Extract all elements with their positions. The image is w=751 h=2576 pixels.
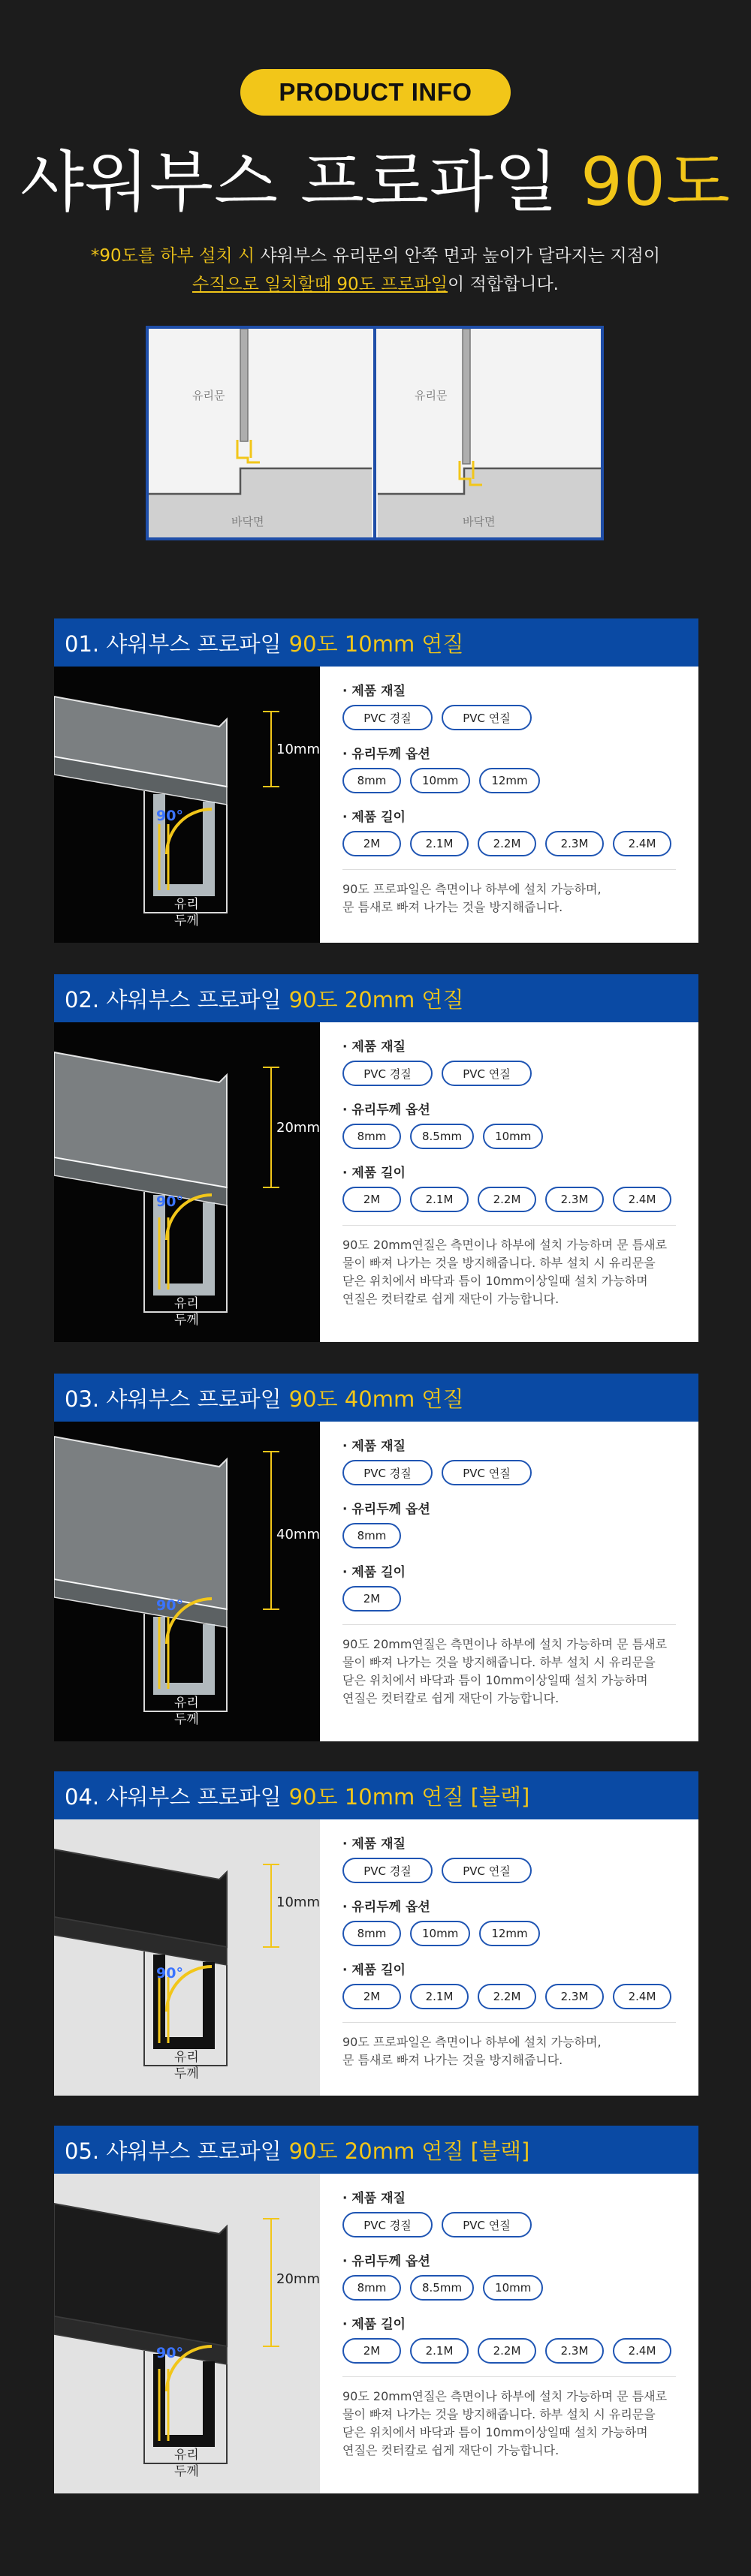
thickness-option[interactable]: 8mm xyxy=(342,768,401,793)
length-option[interactable]: 2M xyxy=(342,1586,401,1612)
thickness-option[interactable]: 12mm xyxy=(479,1921,539,1946)
glass-label-left: 유리문 xyxy=(192,389,225,402)
product-body xyxy=(54,1819,698,2096)
material-options xyxy=(342,1858,676,1883)
product-header xyxy=(54,1374,698,1422)
description-line: 물이 빠져 나가는 것을 방지해줍니다. 하부 설치 시 유리문을 xyxy=(342,2407,656,2421)
product-header-highlight: 90도 10mm 연질 [블랙] xyxy=(288,1783,530,1810)
dimension-label: 20mm xyxy=(276,2271,320,2287)
length-option[interactable]: 2.4M xyxy=(613,831,671,856)
description-line: 닫은 위치에서 바닥과 틈이 10mm이상일때 설치 가능하며 xyxy=(342,1673,648,1687)
profile-illustration xyxy=(54,1022,320,1342)
product-description xyxy=(342,2022,676,2069)
material-option[interactable]: PVC 경질 xyxy=(342,1061,433,1086)
glass-thickness-label xyxy=(174,2447,199,2480)
thickness-label: · 유리두께 옵션 xyxy=(342,747,430,762)
length-label: · 제품 길이 xyxy=(342,810,406,825)
product-specs xyxy=(320,667,698,943)
length-option[interactable]: 2.1M xyxy=(410,1984,469,2009)
length-option[interactable]: 2.1M xyxy=(410,1187,469,1212)
product-header-title: 02. 샤워부스 프로파일 xyxy=(65,986,282,1013)
glass-label-1: 유리 xyxy=(174,2050,199,2065)
length-label: · 제품 길이 xyxy=(342,1166,406,1181)
thickness-option[interactable]: 8mm xyxy=(342,1523,401,1548)
material-option[interactable]: PVC 경질 xyxy=(342,1858,433,1883)
length-label: · 제품 길이 xyxy=(342,2317,406,2332)
glass-label-1: 유리 xyxy=(174,1696,199,1711)
material-option[interactable]: PVC 연질 xyxy=(442,705,532,730)
product-section-1 xyxy=(54,618,698,943)
description-line: 닫은 위치에서 바닥과 틈이 10mm이상일때 설치 가능하며 xyxy=(342,2425,648,2439)
description-line: 90도 프로파일은 측면이나 하부에 설치 가능하며, xyxy=(342,2035,602,2049)
angle-label: 90° xyxy=(156,1193,183,1210)
glass-label-2: 두께 xyxy=(174,913,199,928)
description-line: 연질은 컷터칼로 쉽게 재단이 가능합니다. xyxy=(342,2443,559,2457)
material-option[interactable]: PVC 연질 xyxy=(442,2212,532,2237)
material-options xyxy=(342,705,676,730)
description-line: 연질은 컷터칼로 쉽게 재단이 가능합니다. xyxy=(342,1292,559,1306)
glass-thickness-label xyxy=(174,1296,199,1329)
length-option[interactable]: 2.2M xyxy=(478,2338,536,2364)
material-option[interactable]: PVC 연질 xyxy=(442,1061,532,1086)
product-description xyxy=(342,2376,676,2460)
glass-label-2: 두께 xyxy=(174,2066,199,2081)
angle-label: 90° xyxy=(156,1597,183,1614)
length-option[interactable]: 2.1M xyxy=(410,831,469,856)
length-options xyxy=(342,1586,676,1612)
page-subtitle: *90도를 하부 설치 시 샤워부스 유리문의 안쪽 면과 높이가 달라지는 지점이 수직으로 일치할때 90도 프로파일이 적합합니다. xyxy=(90,246,661,294)
product-description xyxy=(342,869,676,916)
material-options xyxy=(342,2212,676,2237)
thickness-option[interactable]: 10mm xyxy=(410,1921,470,1946)
length-options xyxy=(342,831,676,856)
length-label: · 제품 길이 xyxy=(342,1963,406,1978)
product-section-4 xyxy=(54,1771,698,2096)
product-image xyxy=(54,1422,320,1741)
length-option[interactable]: 2.2M xyxy=(478,831,536,856)
length-option[interactable]: 2.2M xyxy=(478,1187,536,1212)
description-line: 90도 20mm연질은 측면이나 하부에 설치 가능하며 문 틈새로 xyxy=(342,1238,668,1252)
product-specs xyxy=(320,2174,698,2493)
length-option[interactable]: 2.3M xyxy=(545,1187,604,1212)
length-option[interactable]: 2.4M xyxy=(613,2338,671,2364)
material-option[interactable]: PVC 경질 xyxy=(342,705,433,730)
product-header xyxy=(54,618,698,667)
length-option[interactable]: 2.2M xyxy=(478,1984,536,2009)
glass-label-2: 두께 xyxy=(174,1712,199,1727)
product-header-highlight: 90도 10mm 연질 xyxy=(288,630,464,657)
length-option[interactable]: 2M xyxy=(342,1984,401,2009)
product-header xyxy=(54,2126,698,2174)
product-image xyxy=(54,2174,320,2493)
thickness-option[interactable]: 8.5mm xyxy=(410,1124,474,1149)
description-line: 닫은 위치에서 바닥과 틈이 10mm이상일때 설치 가능하며 xyxy=(342,1274,648,1288)
page-title: 샤워부스 프로파일 90도 xyxy=(20,143,731,221)
glass-label-2: 두께 xyxy=(174,2464,199,2479)
product-specs xyxy=(320,1022,698,1342)
length-label: · 제품 길이 xyxy=(342,1565,406,1580)
length-options xyxy=(342,1984,676,2009)
installation-diagram-svg xyxy=(149,329,601,537)
product-header-title: 04. 샤워부스 프로파일 xyxy=(65,1783,282,1810)
product-header xyxy=(54,1771,698,1819)
thickness-options xyxy=(342,1124,676,1149)
description-line: 문 틈새로 빠져 나가는 것을 방지해줍니다. xyxy=(342,900,563,914)
thickness-option[interactable]: 8.5mm xyxy=(410,2275,474,2301)
length-option[interactable]: 2.4M xyxy=(613,1187,671,1212)
thickness-option[interactable]: 8mm xyxy=(342,1921,401,1946)
product-description xyxy=(342,1225,676,1308)
length-option[interactable]: 2.4M xyxy=(613,1984,671,2009)
product-body xyxy=(54,1422,698,1741)
material-label: · 제품 재질 xyxy=(342,1439,406,1454)
product-section-2 xyxy=(54,974,698,1342)
dimension-label: 10mm xyxy=(276,742,320,757)
glass-label-2: 두께 xyxy=(174,1313,199,1328)
product-header-highlight: 90도 40mm 연질 xyxy=(288,1386,464,1412)
product-info-badge: PRODUCT INFO xyxy=(240,69,511,116)
glass-right xyxy=(463,329,470,464)
thickness-label: · 유리두께 옵션 xyxy=(342,1900,430,1915)
product-body xyxy=(54,667,698,943)
glass-thickness-label xyxy=(174,1695,199,1728)
length-options xyxy=(342,2338,676,2364)
glass-left xyxy=(240,329,248,441)
length-option[interactable]: 2M xyxy=(342,831,401,856)
product-body xyxy=(54,1022,698,1342)
glass-label-1: 유리 xyxy=(174,1296,199,1311)
product-specs xyxy=(320,1422,698,1741)
length-option[interactable]: 2M xyxy=(342,1187,401,1212)
glass-thickness-label xyxy=(174,896,199,929)
thickness-option[interactable]: 8mm xyxy=(342,1124,401,1149)
length-option[interactable]: 2.3M xyxy=(545,2338,604,2364)
length-option[interactable]: 2.3M xyxy=(545,1984,604,2009)
length-option[interactable]: 2.1M xyxy=(410,2338,469,2364)
product-specs xyxy=(320,1819,698,2096)
material-option[interactable]: PVC 경질 xyxy=(342,1460,433,1485)
product-body xyxy=(54,2174,698,2493)
material-option[interactable]: PVC 경질 xyxy=(342,2212,433,2237)
material-label: · 제품 재질 xyxy=(342,684,406,699)
dimension-label: 40mm xyxy=(276,1527,320,1542)
profile-illustration xyxy=(54,1422,320,1741)
product-section-5 xyxy=(54,2126,698,2493)
installation-diagram xyxy=(146,326,604,540)
thickness-option[interactable]: 10mm xyxy=(410,768,470,793)
thickness-options xyxy=(342,2275,676,2301)
description-line: 물이 빠져 나가는 것을 방지해줍니다. 하부 설치 시 유리문을 xyxy=(342,1256,656,1270)
product-header-highlight: 90도 20mm 연질 xyxy=(288,986,464,1013)
profile-illustration xyxy=(54,2174,320,2493)
dimension-label: 20mm xyxy=(276,1120,320,1136)
floor-label-right: 바닥면 xyxy=(463,515,496,528)
material-options xyxy=(342,1460,676,1485)
thickness-label: · 유리두께 옵션 xyxy=(342,2254,430,2269)
product-image xyxy=(54,667,320,943)
thickness-option[interactable]: 12mm xyxy=(479,768,539,793)
product-header-title: 01. 샤워부스 프로파일 xyxy=(65,630,282,657)
description-line: 연질은 컷터칼로 쉽게 재단이 가능합니다. xyxy=(342,1691,559,1705)
glass-thickness-label xyxy=(174,2049,199,2082)
material-options xyxy=(342,1061,676,1086)
floor-label-left: 바닥면 xyxy=(231,515,264,528)
product-description xyxy=(342,1624,676,1708)
angle-label: 90° xyxy=(156,1965,183,1982)
length-options xyxy=(342,1187,676,1212)
product-header-highlight: 90도 20mm 연질 [블랙] xyxy=(288,2138,530,2164)
product-image xyxy=(54,1022,320,1342)
angle-label: 90° xyxy=(156,2345,183,2361)
thickness-options xyxy=(342,768,676,793)
thickness-option[interactable]: 10mm xyxy=(483,2275,543,2301)
angle-label: 90° xyxy=(156,808,183,824)
product-header xyxy=(54,974,698,1022)
product-section-3 xyxy=(54,1374,698,1741)
description-line: 90도 프로파일은 측면이나 하부에 설치 가능하며, xyxy=(342,882,602,896)
description-line: 물이 빠져 나가는 것을 방지해줍니다. 하부 설치 시 유리문을 xyxy=(342,1655,656,1669)
glass-label-1: 유리 xyxy=(174,2448,199,2463)
product-header-title: 05. 샤워부스 프로파일 xyxy=(65,2138,282,2164)
dimension-label: 10mm xyxy=(276,1894,320,1910)
product-header-title: 03. 샤워부스 프로파일 xyxy=(65,1386,282,1412)
material-option[interactable]: PVC 연질 xyxy=(442,1858,532,1883)
product-image xyxy=(54,1819,320,2096)
description-line: 90도 20mm연질은 측면이나 하부에 설치 가능하며 문 틈새로 xyxy=(342,1637,668,1651)
material-label: · 제품 재질 xyxy=(342,1040,406,1055)
length-option[interactable]: 2M xyxy=(342,2338,401,2364)
thickness-label: · 유리두께 옵션 xyxy=(342,1502,430,1517)
material-label: · 제품 재질 xyxy=(342,2191,406,2206)
material-label: · 제품 재질 xyxy=(342,1837,406,1852)
description-line: 90도 20mm연질은 측면이나 하부에 설치 가능하며 문 틈새로 xyxy=(342,2389,668,2403)
thickness-options xyxy=(342,1921,676,1946)
glass-label-1: 유리 xyxy=(174,897,199,912)
description-line: 문 틈새로 빠져 나가는 것을 방지해줍니다. xyxy=(342,2053,563,2067)
thickness-option[interactable]: 10mm xyxy=(483,1124,543,1149)
thickness-label: · 유리두께 옵션 xyxy=(342,1103,430,1118)
length-option[interactable]: 2.3M xyxy=(545,831,604,856)
glass-label-right: 유리문 xyxy=(415,389,448,402)
material-option[interactable]: PVC 연질 xyxy=(442,1460,532,1485)
thickness-options xyxy=(342,1523,676,1548)
thickness-option[interactable]: 8mm xyxy=(342,2275,401,2301)
